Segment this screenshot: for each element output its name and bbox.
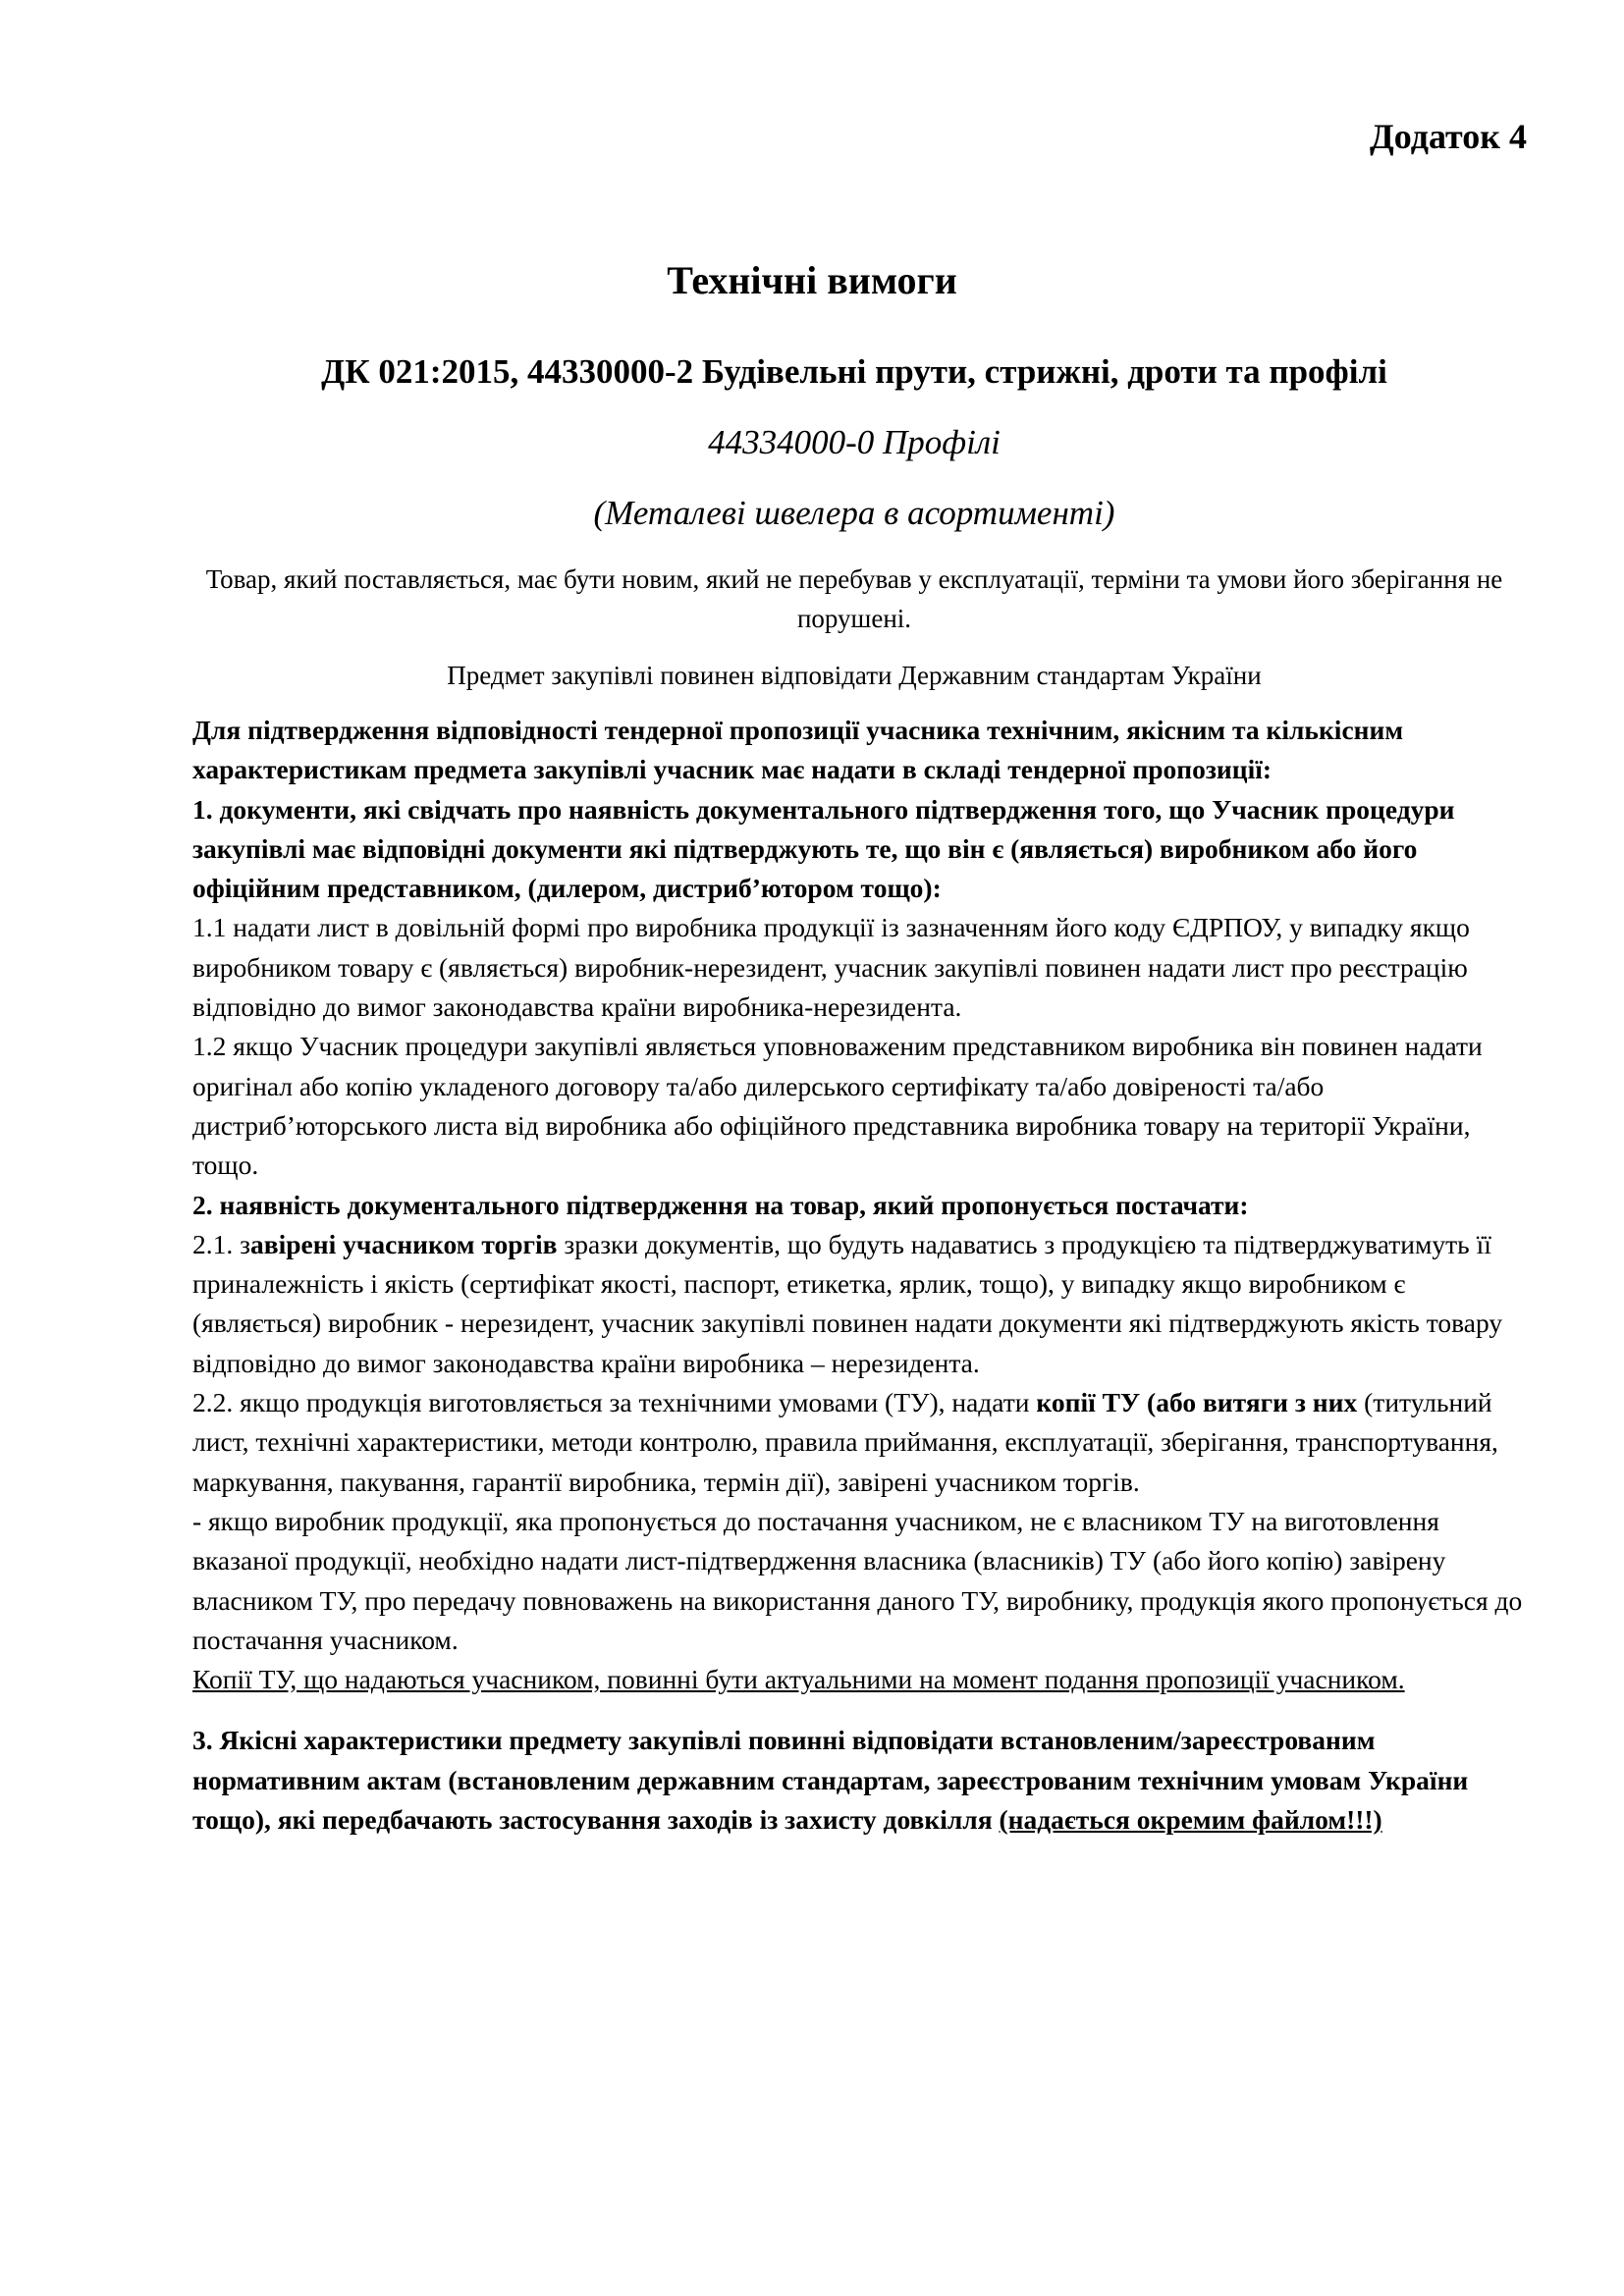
- annex-label: Додаток 4: [1370, 117, 1527, 156]
- section-2-1-prefix: 2.1. з: [192, 1228, 250, 1259]
- section-2-2-prefix: 2.2. якщо продукція виготовляється за технічними умовами (ТУ), надати: [192, 1387, 1037, 1418]
- section-2-1-bold: авірені учасником торгів: [250, 1228, 558, 1259]
- section-2-2: [192, 1383, 1528, 1502]
- page-title: Технічні вимоги: [667, 258, 957, 302]
- section-2-1: [192, 1225, 1528, 1383]
- requirements-body: [192, 711, 1528, 1840]
- section-3-separate-file-note: (надається окремим файлом!!!): [999, 1804, 1382, 1836]
- page-subtitle: ДК 021:2015, 44330000-2 Будівельні прути, стрижні, дроти та профілі: [321, 352, 1387, 391]
- section-2-3: - якщо виробник продукції, яка пропонується до постачання учасником, не є власником ТУ на виготовлення вказаної продукції, необхідно надати лист-підтвердження власника (власників) ТУ (або його копію) завірену власником ТУ, про передачу повноважень на використання даного ТУ, виробнику, продукція якого пропонується до постачання учасником.: [192, 1505, 1523, 1655]
- section-2-heading: 2. наявність документального підтвердження на товар, який пропонується постачати:: [192, 1189, 1249, 1220]
- section-2-1-rest: зразки документів, що будуть надаватись з продукцією та підтверджуватимуть її приналежність і якість (сертифікат якості, паспорт, етикетка, ярлик, тощо), у випадку якщо виробником є (являється) виробник - нерезидент, учасник закупівлі повинен надати документи які підтверджують якість товару відповідно до вимог законодавства країни виробника – нерезидента.: [192, 1228, 1503, 1378]
- standards-text: Предмет закупівлі повинен відповідати Державним стандартам України: [447, 661, 1262, 690]
- goods-condition-text: Товар, який поставляється, має бути новим, який не перебував у експлуатації, терміни та умови його зберігання не порушені.: [205, 564, 1503, 633]
- section-3-text: 3. Якісні характеристики предмету закупівлі повинні відповідати встановленим/зареєстрованим нормативним актам (встановленим державним стандартам, зареєстрованим технічним умовам України тощо), які передбачають застосування заходів із захисту довкілля: [192, 1725, 1469, 1836]
- section-1-heading: 1. документи, які свідчать про наявність документального підтвердження того, що Учасник процедури закупівлі має відповідні документи які підтверджують те, що він є (являється) виробником або його офіційним представником, (дилером, дистриб’ютором тощо):: [192, 793, 1455, 904]
- section-3: [192, 1721, 1528, 1840]
- section-2-note: Копії ТУ, що надаються учасником, повинні бути актуальними на момент подання пропозиції учасником.: [192, 1664, 1405, 1695]
- classification-code: 44334000-0 Профілі: [708, 423, 1001, 461]
- product-description: (Металеві швелера в асортименті): [593, 494, 1115, 532]
- section-1-2: 1.2 якщо Учасник процедури закупівлі являється уповноваженим представником виробника він повинен надати оригінал або копію укладеного договору та/або дилерського сертифікату та/або довіреності та/або дистриб’юторського листа від виробника або офіційного представника виробника товару на території України, тощо.: [192, 1031, 1483, 1181]
- section-2-2-rest: (титульний лист, технічні характеристики, методи контролю, правила приймання, експлуатації, зберігання, транспортування, маркування, пакування, гарантії виробника, термін дії), завірені учасником торгів.: [192, 1387, 1498, 1497]
- section-1-1: 1.1 надати лист в довільній формі про виробника продукції із зазначенням його коду ЄДРПОУ, у випадку якщо виробником товару є (являється) виробник-нерезидент, учасник закупівлі повинен надати лист про реєстрацію відповідно до вимог законодавства країни виробника-нерезидента.: [192, 912, 1470, 1023]
- lead-paragraph: Для підтвердження відповідності тендерної пропозиції учасника технічним, якісним та кількісним характеристикам предмета закупівлі учасник має надати в складі тендерної пропозиції:: [192, 715, 1404, 785]
- section-2-2-bold: копії ТУ (або витяги з них: [1036, 1387, 1358, 1418]
